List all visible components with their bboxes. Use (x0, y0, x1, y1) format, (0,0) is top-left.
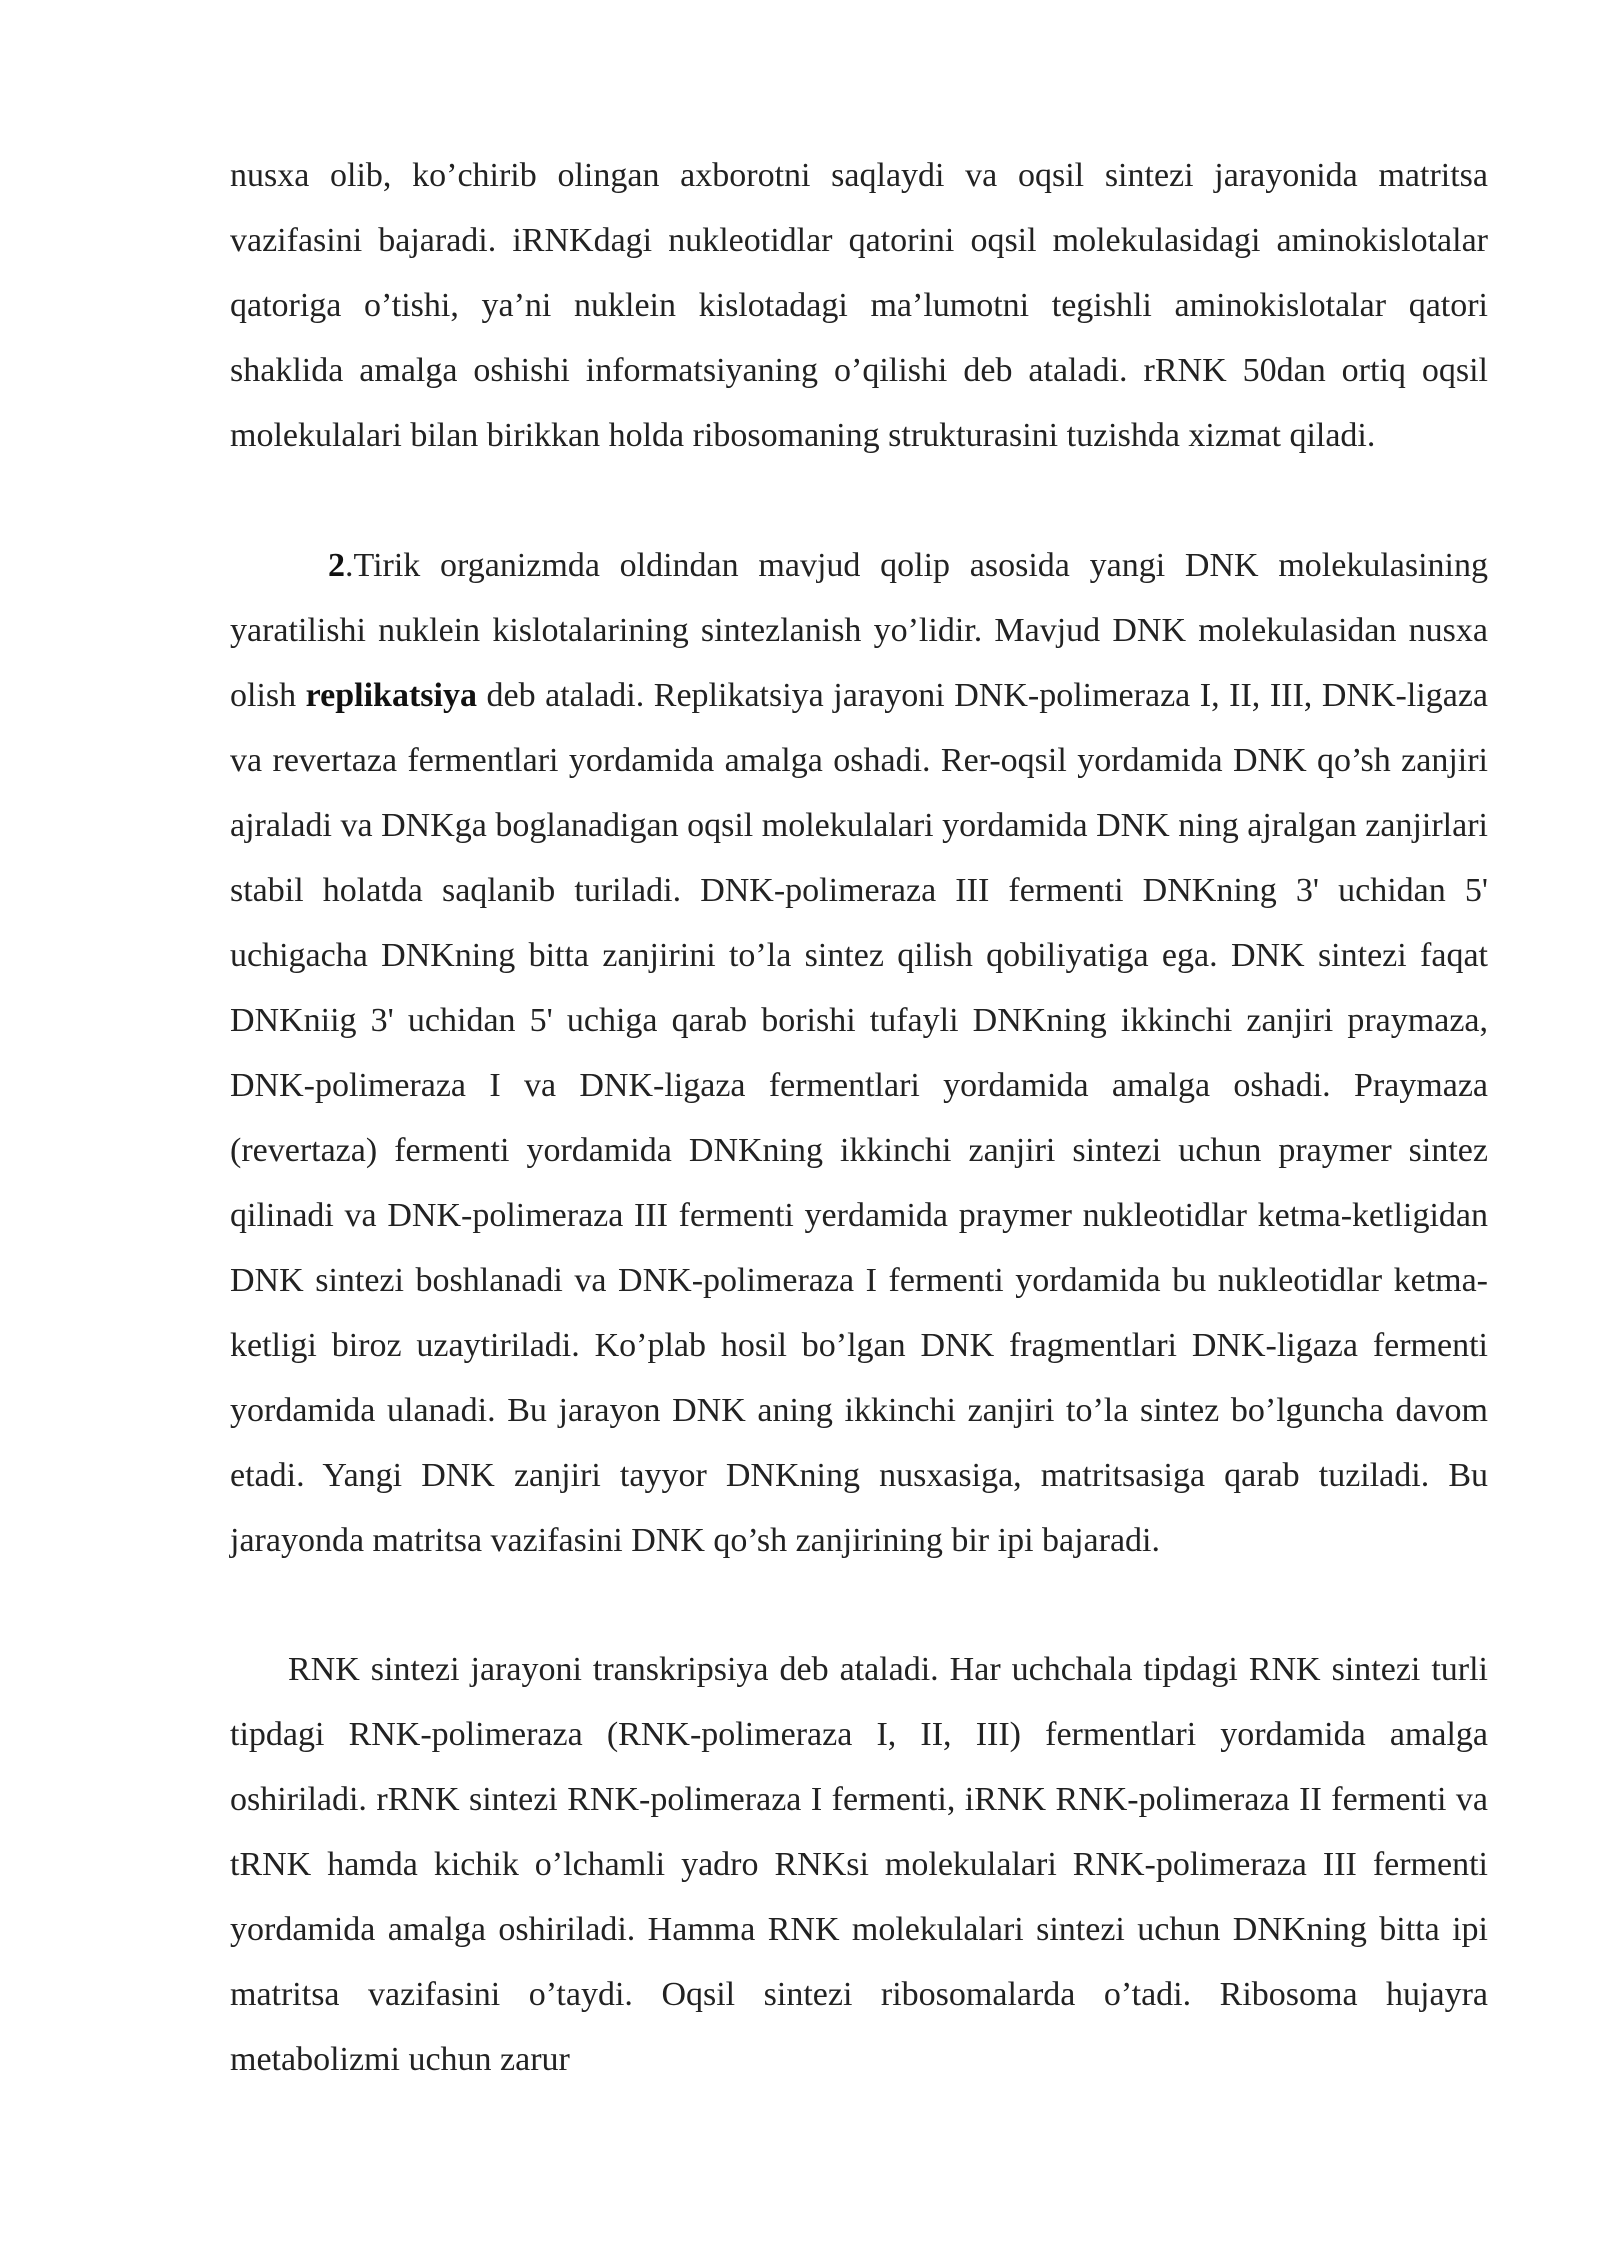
paragraph-rna-transcription: RNK sintezi jarayoni transkripsiya deb ataladi. Har uchchala tipdagi RNK sintezi turli tipdagi RNK-polimeraza (RNK-polimeraza I, II, III) fermentlari yordamida amalga oshiriladi. rRNK sintezi RNK-polimeraza I fermenti, iRNK RNK-polimeraza II fermenti va tRNK hamda kichik o’lchamli yadro RNKsi molekulalari RNK-polimeraza III fermenti yordamida amalga oshiriladi. Hamma RNK molekulalari sintezi uchun DNKning bitta ipi matritsa vazifasini o’taydi. Oqsil sintezi ribosomalarda o’tadi. Ribosoma hujayra metabolizmi uchun zarur (230, 1651, 1488, 2078)
bold-term-replikatsiya: replikatsiya (305, 677, 477, 714)
paragraph-intro-text: .Tirik organizmda oldindan mavjud qolip asosida yangi DNK molekulasining yaratilishi nuklein kislotalarining sintezlanish yo’lidir. Mavjud DNK molekulasidan nusxa olish (230, 547, 1488, 714)
paragraph-number: 2 (328, 547, 345, 584)
paragraph-dna-replication (230, 533, 1488, 1573)
paragraph-body-text: deb ataladi. Replikatsiya jarayoni DNK-polimeraza I, II, III, DNK-ligaza va revertaza fermentlari yordamida amalga oshadi. Rer-oqsil yordamida DNK qo’sh zanjiri ajraladi va DNKga boglanadigan oqsil molekulalari yordamida DNK ning ajralgan zanjirlari stabil holatda saqlanib turiladi. DNK-polimeraza III fermenti DNKning 3' uchidan 5' uchigacha DNKning bitta zanjirini to’la sintez qilish qobiliyatiga ega. DNK sintezi faqat DNKniig 3' uchidan 5' uchiga qarab borishi tufayli DNKning ikkinchi zanjiri praymaza, DNK-polimeraza I va DNK-ligaza fermentlari yordamida amalga oshadi. Praymaza (revertaza) fermenti yordamida DNKning ikkinchi zanjiri sintezi uchun praymer sintez qilinadi va DNK-polimeraza III fermenti yerdamida praymer nukleotidlar ketma-ketligidan DNK sintezi boshlanadi va DNK-polimeraza I fermenti yordamida bu nukleotidlar ketma-ketligi biroz uzaytiriladi. Ko’plab hosil bo’lgan DNK fragmentlari DNK-ligaza fermenti yordamida ulanadi. Bu jarayon DNK aning ikkinchi zanjiri to’la sintez bo’lguncha davom etadi. Yangi DNK zanjiri tayyor DNKning nusxasiga, matritsasiga qarab tuziladi. Bu jarayonda matritsa vazifasini DNK qo’sh zanjirining bir ipi bajaradi. (230, 677, 1489, 1559)
paragraph-rna-function: nusxa olib, ko’chirib olingan axborotni saqlaydi va oqsil sintezi jarayonida matritsa vazifasini bajaradi. iRNKdagi nukleotidlar qatorini oqsil molekulasidagi aminokislotalar qatoriga o’tishi, ya’ni nuklein kislotadagi ma’lumotni tegishli aminokislotalar qatori shaklida amalga oshishi informatsiyaning o’qilishi deb ataladi. rRNK 50dan ortiq oqsil molekulalari bilan birikkan holda ribosomaning strukturasini tuzishda xizmat qiladi. (230, 157, 1488, 454)
